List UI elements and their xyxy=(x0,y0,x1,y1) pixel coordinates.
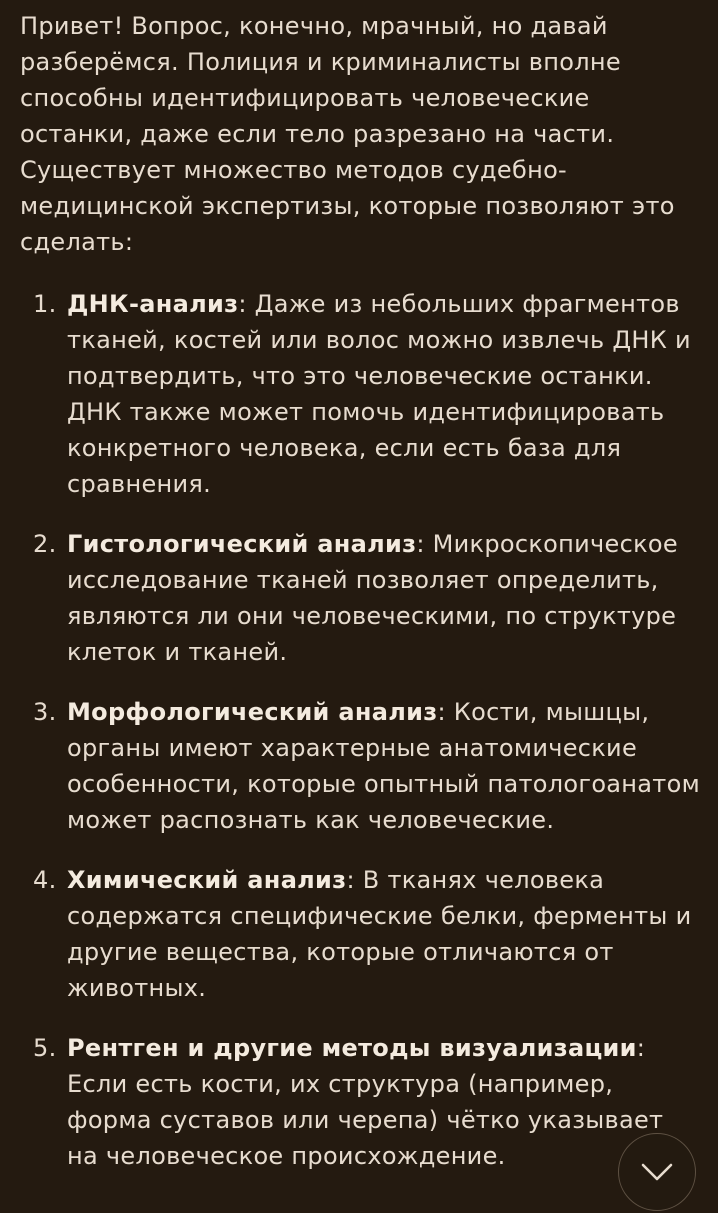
list-item-text: : Микроскопическое исследование тканей позволяет определить, являются ли они человеческими, по структуре клеток и тканей. xyxy=(67,530,678,666)
list-item-term: Гистологический анализ xyxy=(67,530,417,558)
list-item-term: Морфологический анализ xyxy=(67,698,438,726)
scroll-to-bottom-button[interactable] xyxy=(618,1133,696,1211)
list-item-term: Химический анализ xyxy=(67,866,347,894)
message-intro: Привет! Вопрос, конечно, мрачный, но давай разберёмся. Полиция и криминалисты вполне способны идентифицировать человеческие останки, даже если тело разрезано на части. Существует множество методов судебно-медицинской экспертизы, которые позволяют это сделать: xyxy=(20,12,675,256)
chevron-down-icon xyxy=(640,1162,674,1182)
list-item-term: ДНК-анализ xyxy=(67,290,239,318)
chat-message xyxy=(20,8,700,1198)
methods-list xyxy=(20,286,700,1174)
list-number: 1. xyxy=(33,290,57,318)
list-item xyxy=(20,526,700,670)
list-number: 4. xyxy=(33,866,57,894)
list-item-term: Рентген и другие методы визуализации xyxy=(67,1034,637,1062)
list-item-text: : Если есть кости, их структура (например, форма суставов или черепа) чётко указывает на человеческое происхождение. xyxy=(67,1034,664,1170)
list-number: 2. xyxy=(33,530,57,558)
list-item-text: : Даже из небольших фрагментов тканей, костей или волос можно извлечь ДНК и подтвердить, что это человеческие останки. ДНК также может помочь идентифицировать конкретного человека, если есть база для сравнения. xyxy=(67,290,691,498)
list-item xyxy=(20,286,700,502)
list-item-text: : Кости, мышцы, органы имеют характерные анатомические особенности, которые опытный патологоанатом может распознать как человеческие. xyxy=(67,698,700,834)
list-item-text: : В тканях человека содержатся специфические белки, ферменты и другие вещества, которые отличаются от животных. xyxy=(67,866,692,1002)
list-number: 3. xyxy=(33,698,57,726)
list-item xyxy=(20,862,700,1006)
list-item xyxy=(20,694,700,838)
list-item xyxy=(20,1030,700,1174)
list-number: 5. xyxy=(33,1034,57,1062)
